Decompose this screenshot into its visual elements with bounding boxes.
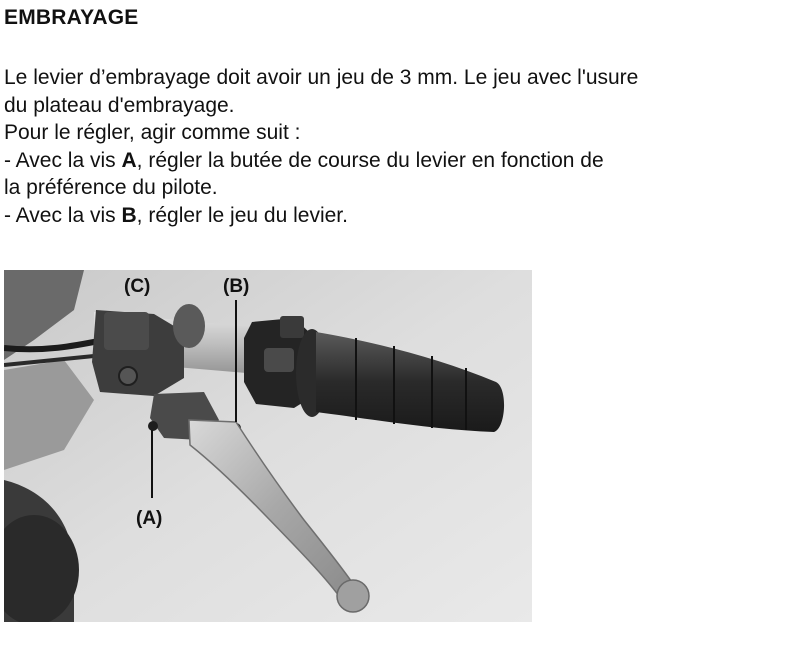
- perch-bolt: [119, 367, 137, 385]
- adjuster-knob: [173, 304, 205, 348]
- switch-button-lower: [264, 348, 294, 372]
- step-a-key: A: [121, 148, 137, 172]
- clutch-lever-photo: [4, 270, 532, 622]
- step-b-key: B: [121, 203, 137, 227]
- step-a-prefix: - Avec la vis: [4, 148, 122, 172]
- switch-button: [280, 316, 304, 338]
- step-a-suffix: , régler la butée de course du levier en fonction de: [136, 148, 604, 172]
- callout-b-label: (B): [223, 276, 250, 297]
- paragraph-line-2: du plateau d'embrayage.: [4, 93, 235, 117]
- step-b-suffix: , régler le jeu du levier.: [136, 203, 348, 227]
- instructions: [4, 64, 794, 229]
- step-a: [4, 147, 794, 175]
- page-title: EMBRAYAGE: [4, 6, 139, 29]
- step-a-continuation: la préférence du pilote.: [4, 176, 218, 199]
- screw-a: [148, 421, 158, 431]
- paragraph-line-3: Pour le régler, agir comme suit :: [4, 121, 301, 144]
- callout-a-label: (A): [136, 508, 163, 529]
- perch-clamp: [104, 312, 149, 350]
- paragraph-line-1: Le levier d’embrayage doit avoir un jeu de 3 mm. Le jeu avec l'usure: [4, 66, 639, 89]
- step-b: [4, 202, 794, 230]
- callout-c-label: (C): [124, 276, 151, 297]
- step-b-prefix: - Avec la vis: [4, 203, 122, 227]
- lever-ball-end: [337, 580, 369, 612]
